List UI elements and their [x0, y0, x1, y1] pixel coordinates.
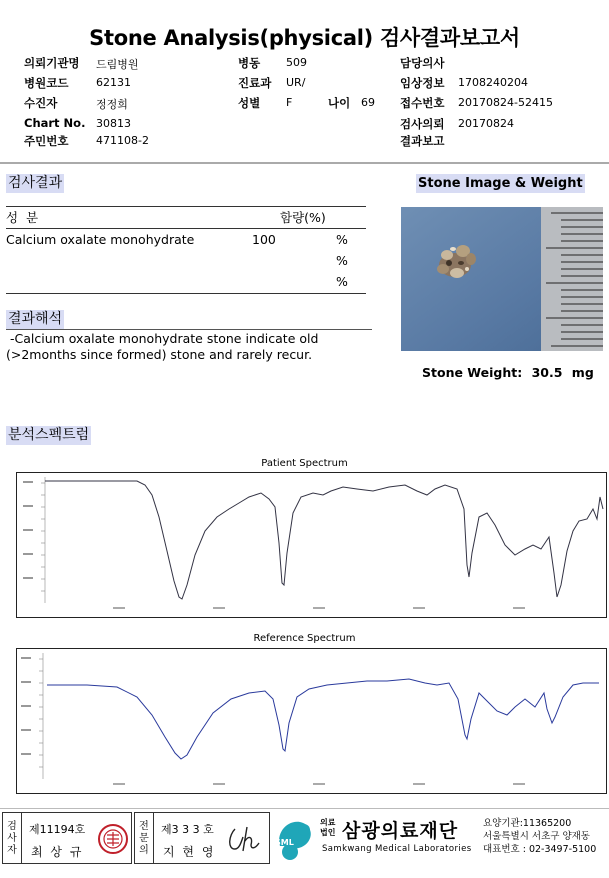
- header-label-ward: 병동: [238, 56, 261, 70]
- stone-weight-unit: mg: [571, 365, 594, 380]
- org-info-phone: 대표번호 : 02-3497-5100: [483, 844, 597, 855]
- header-info: [0, 0, 609, 160]
- org-prefix: 의료법인: [320, 818, 336, 837]
- org-info-address: 서울특별시 서초구 양재동: [483, 831, 590, 842]
- header-label-sex: 성별: [238, 96, 261, 110]
- header-value-receipt-no: 20170824-52415: [458, 96, 553, 109]
- inspector-label: 검사자: [7, 821, 17, 856]
- stone-weight-value: 30.5: [531, 365, 563, 380]
- org-english-name: Samkwang Medical Laboratories: [322, 844, 472, 854]
- header-value-request-date: 20170824: [458, 117, 514, 130]
- inspector-name: 최 상 규: [31, 845, 84, 859]
- header-label-doctor: 담당의사: [400, 56, 445, 70]
- results-col-content: 함량(%): [280, 210, 326, 225]
- footer-divider: [0, 808, 609, 809]
- header-value-ward: 509: [286, 56, 307, 69]
- stone-weight: [422, 365, 594, 380]
- header-value-department: UR/: [286, 76, 306, 89]
- reference-spectrum-title: Reference Spectrum: [253, 633, 356, 644]
- reference-spectrum-chart: [16, 648, 607, 794]
- results-section-title: 검사결과: [8, 175, 63, 191]
- header-value-hospital: 드림병원: [96, 58, 139, 71]
- header-label-report-date: 결과보고: [400, 134, 445, 148]
- interpretation-line-2: (>2months since formed) stone and rarely recur.: [6, 347, 313, 362]
- results-row-component: Calcium oxalate monohydrate: [6, 232, 195, 247]
- inspector-license-no: 제11194호: [29, 823, 86, 836]
- results-col-component: 성 분: [6, 210, 41, 225]
- results-table-header-rule: [6, 228, 366, 229]
- header-label-receipt-no: 접수번호: [400, 96, 445, 110]
- org-info: [483, 817, 596, 856]
- interpretation-section-title: 결과해석: [8, 311, 63, 327]
- footer: [0, 812, 609, 864]
- specialist-box: [134, 812, 270, 864]
- results-table-top-rule: [6, 206, 366, 207]
- stone-weight-label: Stone Weight:: [422, 365, 523, 380]
- inspector-seal-icon: [97, 823, 129, 855]
- interpretation-line-1: -Calcium oxalate monohydrate stone indicate old: [10, 331, 319, 346]
- header-divider: [0, 162, 609, 164]
- results-table-bottom-rule: [6, 293, 366, 294]
- results-row-value: 100: [252, 232, 276, 247]
- specialist-name: 지 현 영: [163, 845, 216, 859]
- header-value-clinical-info: 1708240204: [458, 76, 528, 89]
- specialist-label: 전문의: [139, 821, 149, 856]
- header-label-hospital: 의뢰기관명: [24, 56, 80, 70]
- header-value-age: 69: [361, 96, 375, 109]
- inspector-box: [2, 812, 132, 864]
- spectrum-section-title: 분석스펙트럼: [8, 427, 90, 443]
- stone-section-title: Stone Image & Weight: [418, 176, 583, 191]
- logo-badge: SML: [275, 838, 294, 847]
- patient-spectrum-chart: [16, 472, 607, 618]
- header-value-resident-no: 471108-2: [96, 134, 149, 147]
- header-label-chart: Chart No.: [24, 116, 86, 130]
- header-label-age: 나이: [328, 96, 351, 110]
- header-label-clinical-info: 임상정보: [400, 76, 445, 90]
- interpretation-rule: [6, 329, 372, 330]
- specialist-license-no: 제3 3 3 호: [161, 823, 214, 836]
- header-label-resident-no: 주민번호: [24, 134, 69, 148]
- results-row-unit: %: [336, 232, 348, 247]
- stone-photo: [401, 207, 603, 351]
- header-value-patient: 정정희: [96, 98, 128, 111]
- header-value-sex: F: [286, 96, 293, 109]
- header-label-department: 진료과: [238, 76, 272, 90]
- specialist-signature-icon: [225, 821, 265, 855]
- org-name: 삼광의료재단: [342, 820, 459, 842]
- header-label-patient: 수진자: [24, 96, 58, 110]
- patient-spectrum-title: Patient Spectrum: [261, 458, 348, 469]
- header-label-request-date: 검사의뢰: [400, 117, 445, 131]
- org-info-code: 요양기관:11365200: [483, 818, 572, 829]
- header-value-hospital-code: 62131: [96, 76, 131, 89]
- results-row-unit: %: [336, 274, 348, 289]
- results-row-unit: %: [336, 253, 348, 268]
- header-value-chart: 30813: [96, 117, 131, 130]
- header-label-hospital-code: 병원코드: [24, 76, 69, 90]
- report-title: Stone Analysis(physical) 검사결과보고서: [89, 26, 520, 50]
